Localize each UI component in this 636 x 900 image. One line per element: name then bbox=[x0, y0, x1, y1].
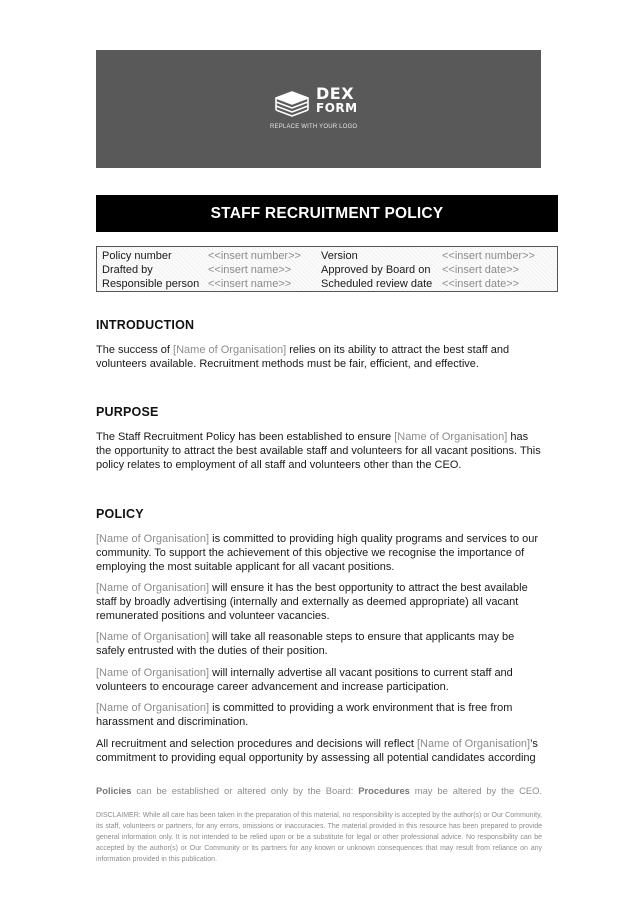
meta-value: <<insert date>> bbox=[442, 264, 520, 276]
footer-policies-word: Policies bbox=[96, 785, 132, 796]
logo-banner bbox=[96, 50, 541, 168]
section-heading-policy: POLICY bbox=[96, 507, 144, 521]
policy-paragraph-4 bbox=[96, 666, 544, 694]
logo-tagline: REPLACE WITH YOUR LOGO bbox=[270, 124, 358, 130]
meta-row-policy-number bbox=[97, 249, 557, 263]
meta-label: Version bbox=[321, 250, 358, 262]
text: The Staff Recruitment Policy has been established to ensure bbox=[96, 431, 395, 443]
text: will internally advertise all vacant positions to current staff and volunteers to encourage career advancement and increase participation. bbox=[96, 667, 513, 694]
text: will ensure it has the best opportunity to attract the best available staff by broadly advertising (internally and externally as deemed appropriate) all vacant remunerated positions and volunteer vacancies. bbox=[96, 582, 528, 623]
meta-value: <<insert name>> bbox=[208, 278, 292, 290]
meta-row-responsible-person bbox=[97, 277, 557, 291]
text: has the opportunity to attract the best available staff and volunteers for all vacant positions. This policy relates to employment of all staff and volunteers other than the CEO. bbox=[96, 431, 541, 472]
policy-paragraph-6 bbox=[96, 737, 544, 765]
footer-procedures-word: Procedures bbox=[358, 785, 410, 796]
meta-row-drafted-by bbox=[97, 263, 557, 277]
org-placeholder: [Name of Organisation] bbox=[96, 667, 210, 679]
text: will take all reasonable steps to ensure that applicants may be safely entrusted with the duties of their position. bbox=[96, 631, 515, 658]
meta-label: Policy number bbox=[102, 250, 172, 262]
policy-paragraph-1 bbox=[96, 532, 544, 575]
logo-word-form: FORM bbox=[316, 101, 358, 115]
meta-value: <<insert number>> bbox=[442, 250, 535, 262]
org-placeholder: [Name of Organisation] bbox=[394, 431, 508, 443]
text: is committed to providing a work environment that is free from harassment and discrimination. bbox=[96, 702, 513, 729]
policy-meta-table bbox=[96, 246, 558, 292]
meta-label: Responsible person bbox=[102, 278, 200, 290]
policy-paragraph-5 bbox=[96, 701, 544, 729]
logo-word-dex: DEX bbox=[316, 84, 355, 103]
logo bbox=[272, 84, 382, 144]
org-placeholder: [Name of Organisation] bbox=[96, 533, 210, 545]
text: ’s commitment to providing equal opportunity by assessing all potential candidates according bbox=[96, 738, 538, 765]
purpose-paragraph bbox=[96, 430, 544, 473]
org-placeholder: [Name of Organisation] bbox=[96, 631, 210, 643]
stacked-papers-icon bbox=[272, 84, 312, 118]
policy-paragraph-2 bbox=[96, 581, 544, 624]
text: relies on its ability to attract the best staff and volunteers available. Recruitment methods must be fair, efficient, and effective. bbox=[96, 344, 510, 371]
meta-value: <<insert name>> bbox=[208, 264, 292, 276]
text: can be established or altered only by the Board: bbox=[131, 785, 359, 796]
document-title: STAFF RECRUITMENT POLICY bbox=[96, 195, 558, 232]
text: is committed to providing high quality programs and services to our community. To support the achievement of this objective we recognise the importance of employing the most suitable applicant for all vacant positions. bbox=[96, 533, 539, 574]
meta-label: Drafted by bbox=[102, 264, 153, 276]
section-heading-purpose: PURPOSE bbox=[96, 405, 159, 419]
section-heading-introduction: INTRODUCTION bbox=[96, 318, 195, 332]
org-placeholder: [Name of Organisation] bbox=[417, 738, 531, 750]
org-placeholder: [Name of Organisation] bbox=[96, 582, 210, 594]
policy-paragraph-3 bbox=[96, 630, 544, 658]
footer-policy-note bbox=[96, 785, 542, 796]
text: The success of bbox=[96, 344, 174, 356]
intro-paragraph bbox=[96, 343, 544, 371]
meta-label: Scheduled review date bbox=[321, 278, 433, 290]
org-placeholder: [Name of Organisation] bbox=[96, 702, 210, 714]
org-placeholder: [Name of Organisation] bbox=[173, 344, 287, 356]
disclaimer: DISCLAIMER: While all care has been taken in the preparation of this material, no responsibility is accepted by the author(s) or Our Community, its staff, volunteers or partners, for any errors, omissions or inaccuracies. The material provided in this resource has been prepared to provide general information only. It is not intended to be relied upon or be a substitute for legal or other professional advice. No responsibility can be accepted by the author(s) or Our Community or its partners for any known or unknown consequences that may result from reliance on any information provided in this publication. bbox=[96, 812, 542, 863]
meta-label: Approved by Board on bbox=[321, 264, 431, 276]
text: may be altered by the CEO. bbox=[409, 785, 542, 796]
text: All recruitment and selection procedures and decisions will reflect bbox=[96, 738, 417, 750]
meta-value: <<insert date>> bbox=[442, 278, 520, 290]
meta-value: <<insert number>> bbox=[208, 250, 301, 262]
